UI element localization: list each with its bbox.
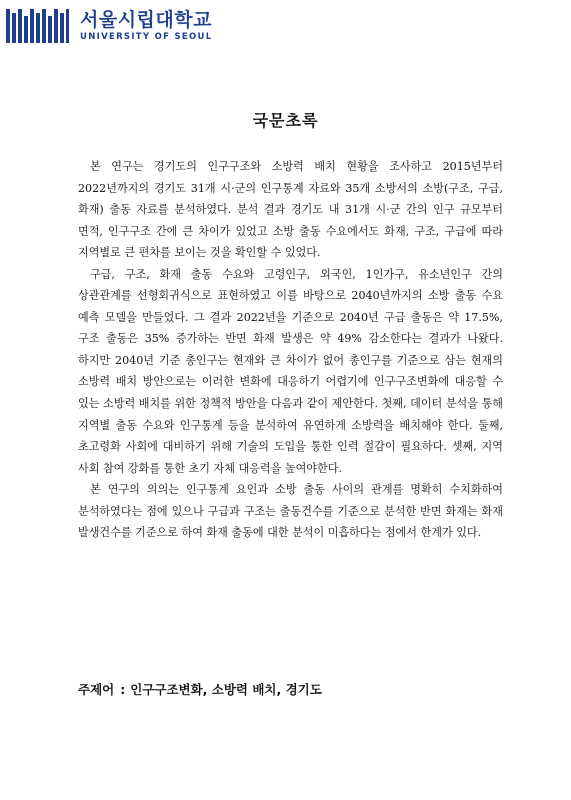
abstract-paragraph: 구급, 구조, 화재 출동 수요와 고령인구, 외국인, 1인가구, 유소년인구 간의 상관관계를 선형회귀식으로 표현하였고 이를 바탕으로 2040년까지의 소방 출동 수요 예측 모델을 만들었다. 그 결과 2022년을 기준으로 2040년 구급 출동은 약 17.5%, 구조 출동은 35% 증가하는 반면 화재 발생은 약 49% 감소한다는 결과가 나왔다. 하지만 2040년 기준 총인구는 현재와 큰 차이가 없어 총인구를 기준으로 삼는 현재의 소방력 배치 방안으로는 이러한 변화에 대응하기 어렵기에 인구구조변화에 대응할 수 있는 소방력 배치를 위한 정책적 방안을 다음과 같이 제안한다. 첫째, 데이터 분석을 통해 지역별 출동 수요와 인구통계 등을 분석하여 유연하게 소방력을 배치해야 한다. 둘째, 초고령화 사회에 대비하기 위해 기술의 도입을 통한 인력 절감이 필요하다. 셋째, 지역 사회 참여 강화를 통한 초기 자체 대응력을 높여야한다. xyxy=(78,267,503,475)
university-name-english: UNIVERSITY OF SEOUL xyxy=(80,32,213,42)
university-name-korean: 서울시립대학교 xyxy=(80,9,212,31)
emblem-bars-icon xyxy=(4,7,70,45)
university-logo xyxy=(4,6,214,46)
keywords-label: 주제어 xyxy=(78,682,115,697)
keywords-separator: : xyxy=(120,682,126,697)
university-emblem-icon xyxy=(4,7,70,45)
abstract-body xyxy=(78,156,503,544)
abstract-paragraph: 본 연구의 의의는 인구통계 요인과 소방 출동 사이의 관계를 명확히 수치화하여 분석하였다는 점에 있으나 구급과 구조는 출동건수를 기준으로 분석한 반면 화재는 화재 발생건수를 기준으로 하여 화재 출동에 대한 분석이 미흡하다는 점에서 한계가 있다. xyxy=(78,483,503,540)
keywords-line xyxy=(78,680,503,698)
keywords-value: 인구구조변화, 소방력 배치, 경기도 xyxy=(130,682,322,697)
university-name xyxy=(80,9,212,43)
abstract-paragraph: 본 연구는 경기도의 인구구조와 소방력 배치 현황을 조사하고 2015년부터 2022년까지의 경기도 31개 시·군의 인구통계 자료와 35개 소방서의 소방(구조, 구급, 화재) 출동 자료를 분석하였다. 분석 결과 경기도 내 31개 시·군 간의 인구 규모부터 면적, 인구구조 간에 큰 차이가 있었고 소방 출동 수요에서도 화재, 구조, 구급에 따라 지역별로 큰 편차를 보이는 것을 확인할 수 있었다. xyxy=(78,160,503,260)
abstract-title: 국문초록 xyxy=(252,111,319,130)
